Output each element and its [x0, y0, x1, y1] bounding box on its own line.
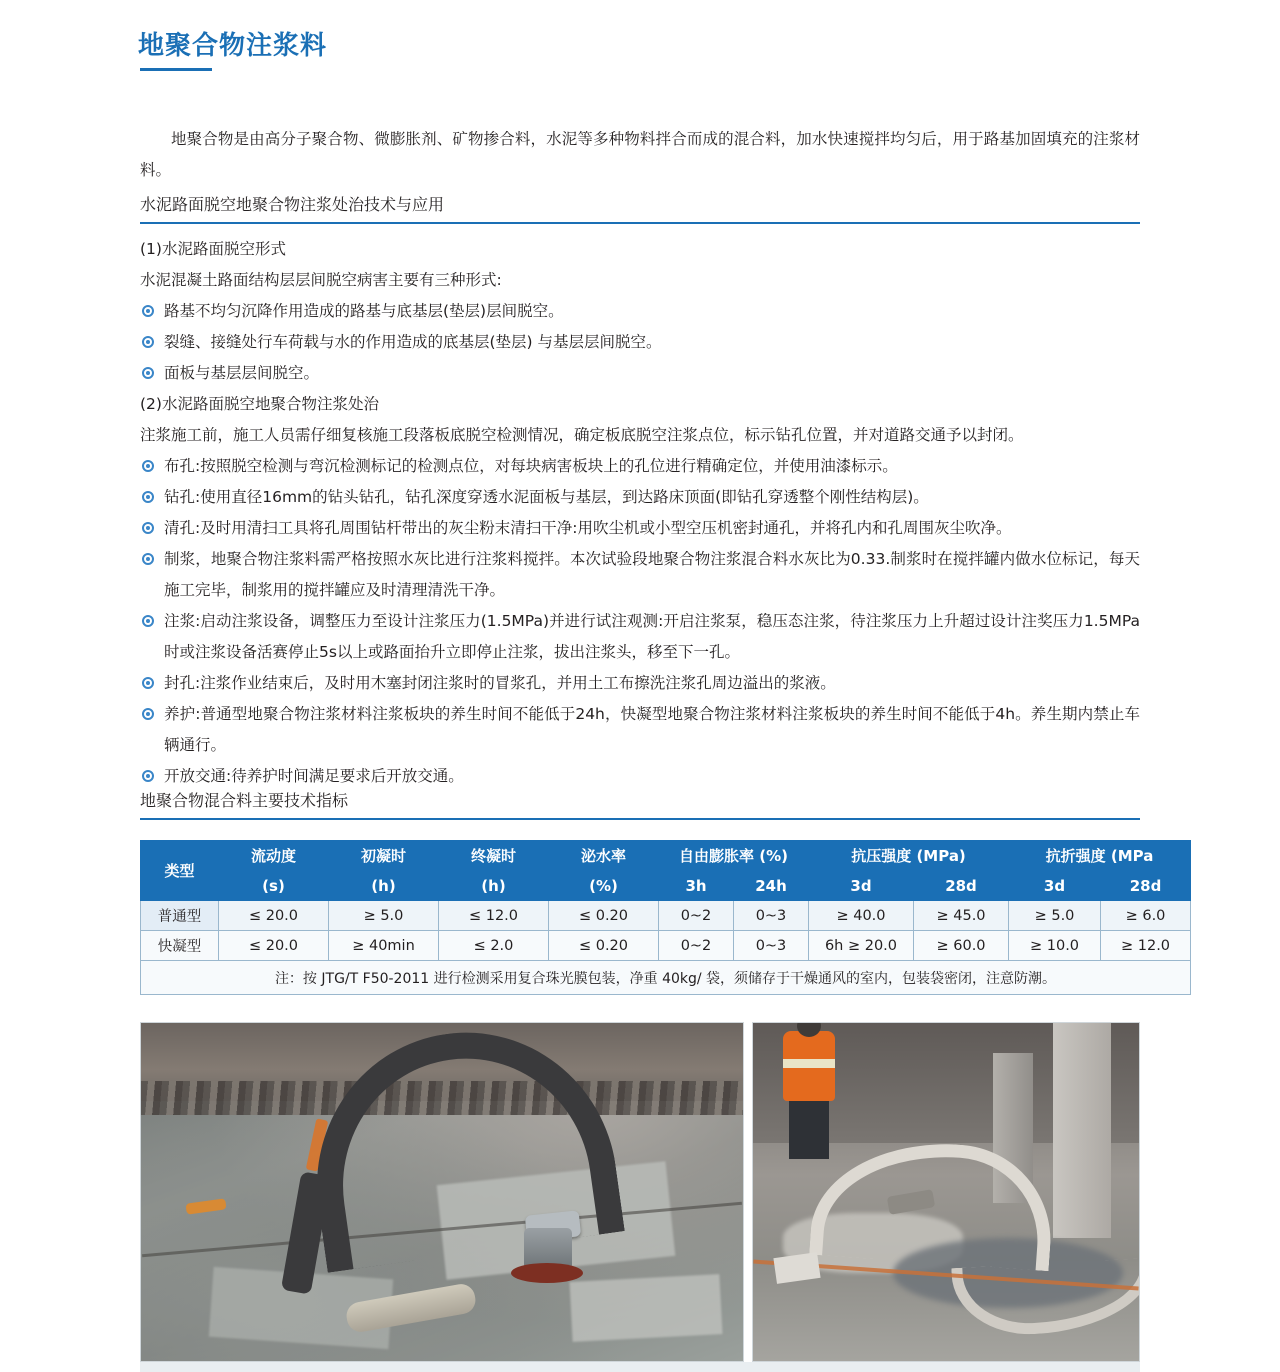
col-header-initial-set: 初凝时	[329, 841, 439, 871]
section1-body	[140, 234, 1140, 792]
bullet-dot-icon	[142, 336, 154, 348]
list-item	[140, 606, 1140, 668]
unit-bleed-rate: (%)	[549, 871, 659, 901]
photo2-worker-legs	[789, 1097, 829, 1159]
section2-heading-label: 地聚合物混合料主要技术指标	[140, 791, 349, 810]
bullet-dot-icon	[142, 522, 154, 534]
bullet-dot-icon	[142, 553, 154, 565]
bullet-dot-icon	[142, 367, 154, 379]
list-item-text: 布孔:按照脱空检测与弯沉检测标记的检测点位，对每块病害板块上的孔位进行精确定位，并使用油漆标示。	[164, 457, 898, 475]
cell-expansion-24h: 0~3	[734, 901, 809, 931]
list-item	[140, 544, 1140, 606]
list-item	[140, 513, 1140, 544]
list-item-text: 路基不均匀沉降作用造成的路基与底基层(垫层)层间脱空。	[164, 302, 564, 320]
col-header-flow: 流动度	[219, 841, 329, 871]
cell-bleed-rate: ≤ 0.20	[549, 901, 659, 931]
bullet-dot-icon	[142, 305, 154, 317]
cell-flex-3d: ≥ 5.0	[1009, 901, 1101, 931]
row-type-label: 普通型	[141, 901, 219, 931]
col-header-compressive-strength: 抗压强度 (MPa)	[809, 841, 1009, 871]
table-note-row	[141, 961, 1191, 995]
cell-final-set: ≤ 2.0	[439, 931, 549, 961]
cell-comp-3d: ≥ 40.0	[809, 901, 914, 931]
cell-comp-28d: ≥ 60.0	[914, 931, 1009, 961]
cell-initial-set: ≥ 5.0	[329, 901, 439, 931]
list-item	[140, 482, 1140, 513]
list-item-text: 注浆:启动注浆设备，调整压力至设计注浆压力(1.5MPa)并进行试注观测:开启注浆泵，稳压态注浆，待注浆压力上升超过设计注奖压力1.5MPa时或注浆设备活赛停止5s以上或路面抬升立即停止注浆，拔出注浆头，移至下一孔。	[164, 612, 1140, 661]
section2-heading-banner	[140, 788, 1140, 820]
spec-table-wrapper	[140, 840, 1171, 995]
table-header-row-2	[141, 871, 1191, 901]
cell-flex-28d: ≥ 6.0	[1101, 901, 1191, 931]
photo1-grouting-base	[511, 1263, 583, 1283]
list-item-text: 裂缝、接缝处行车荷载与水的作用造成的底基层(垫层) 与基层层间脱空。	[164, 333, 662, 351]
cell-flex-28d: ≥ 12.0	[1101, 931, 1191, 961]
unit-final-set: (h)	[439, 871, 549, 901]
list-item-text: 制浆，地聚合物注浆料需严格按照水灰比进行注浆料搅拌。本次试验段地聚合物注浆混合料水灰比为0.33.制浆时在搅拌罐内做水位标记，每天施工完毕，制浆用的搅拌罐应及时清理清洗干净。	[164, 550, 1140, 599]
list-item-text: 清孔:及时用清扫工具将孔周围钻杆带出的灰尘粉末清扫干净:用吹尘机或小型空压机密封通孔，并将孔内和孔周围灰尘吹净。	[164, 519, 1012, 537]
unit-flow: (s)	[219, 871, 329, 901]
col-header-bleed-rate: 泌水率	[549, 841, 659, 871]
section-tech-indicators	[140, 788, 1140, 820]
sub-header-flex-28d: 28d	[1101, 871, 1191, 901]
sub-header-expansion-24h: 24h	[734, 871, 809, 901]
list-item	[140, 451, 1140, 482]
list-item	[140, 327, 1140, 358]
photo1-patch	[570, 1274, 723, 1342]
sub-heading-1: (1)水泥路面脱空形式	[140, 240, 286, 258]
cell-comp-28d: ≥ 45.0	[914, 901, 1009, 931]
photo-gallery	[140, 1022, 1140, 1362]
photo2-column	[1053, 1023, 1111, 1238]
col-header-final-set: 终凝时	[439, 841, 549, 871]
list-item-text: 开放交通:待养护时间满足要求后开放交通。	[164, 767, 464, 785]
table-header-row-1	[141, 841, 1191, 871]
table-note: 注：按 JTG/T F50-2011 进行检测采用复合珠光膜包装，净重 40kg/ 袋，须储存于干燥通风的室内，包装袋密闭，注意防潮。	[141, 961, 1191, 995]
sub-header-comp-28d: 28d	[914, 871, 1009, 901]
bullet-dot-icon	[142, 708, 154, 720]
cell-flex-3d: ≥ 10.0	[1009, 931, 1101, 961]
sub-header-comp-3d: 3d	[809, 871, 914, 901]
sub2-lead: 注浆施工前，施工人员需仔细复核施工段落板底脱空检测情况，确定板底脱空注浆点位，标示钻孔位置，并对道路交通予以封闭。	[140, 426, 1024, 444]
unit-initial-set: (h)	[329, 871, 439, 901]
col-header-type: 类型	[141, 841, 219, 901]
cell-expansion-3h: 0~2	[659, 901, 734, 931]
col-header-free-expansion: 自由膨胀率 (%)	[659, 841, 809, 871]
list-item	[140, 296, 1140, 327]
cell-expansion-3h: 0~2	[659, 931, 734, 961]
list-item	[140, 668, 1140, 699]
table-row	[141, 901, 1191, 931]
cell-expansion-24h: 0~3	[734, 931, 809, 961]
section1-heading-banner	[140, 192, 1140, 224]
sub1-lead: 水泥混凝土路面结构层层间脱空病害主要有三种形式:	[140, 271, 502, 289]
spec-table	[140, 840, 1191, 995]
list-item-text: 面板与基层层间脱空。	[164, 364, 320, 382]
list-item	[140, 699, 1140, 761]
bullet-dot-icon	[142, 460, 154, 472]
bottom-partial-strip	[140, 1362, 1140, 1372]
list-item-text: 封孔:注浆作业结束后，及时用木塞封闭注浆时的冒浆孔，并用土工布擦洗注浆孔周边溢出的浆液。	[164, 674, 836, 692]
sub-header-flex-3d: 3d	[1009, 871, 1101, 901]
list-item-text: 钻孔:使用直径16mm的钻头钻孔，钻孔深度穿透水泥面板与基层，到达路床顶面(即钻孔穿透整个刚性结构层)。	[164, 488, 929, 506]
cell-bleed-rate: ≤ 0.20	[549, 931, 659, 961]
sub-header-expansion-3h: 3h	[659, 871, 734, 901]
cell-flow: ≤ 20.0	[219, 931, 329, 961]
cell-comp-3d: 6h ≥ 20.0	[809, 931, 914, 961]
section-construction-tech	[140, 192, 1140, 792]
bullet-dot-icon	[142, 491, 154, 503]
bullet-dot-icon	[142, 615, 154, 627]
section1-heading-label: 水泥路面脱空地聚合物注浆处治技术与应用	[140, 195, 445, 214]
photo-grouting-hose-on-pavement	[140, 1022, 744, 1362]
cell-flow: ≤ 20.0	[219, 901, 329, 931]
cell-final-set: ≤ 12.0	[439, 901, 549, 931]
bullet-dot-icon	[142, 770, 154, 782]
col-header-flexural-strength: 抗折强度 (MPa	[1009, 841, 1191, 871]
table-row	[141, 931, 1191, 961]
cell-initial-set: ≥ 40min	[329, 931, 439, 961]
bullet-dot-icon	[142, 677, 154, 689]
intro-paragraph: 地聚合物是由高分子聚合物、微膨胀剂、矿物掺合料，水泥等多种物料拌合而成的混合料，加水快速搅拌均匀后，用于路基加固填充的注浆材料。	[140, 129, 1140, 179]
photo-worker-grouting-site	[752, 1022, 1140, 1362]
row-type-label: 快凝型	[141, 931, 219, 961]
list-item	[140, 358, 1140, 389]
photo2-vest-stripe	[783, 1059, 835, 1068]
page-title: 地聚合物注浆料	[138, 31, 328, 62]
list-item-text: 养护:普通型地聚合物注浆材料注浆板块的养生时间不能低于24h，快凝型地聚合物注浆材料注浆板块的养生时间不能低于4h。养生期内禁止车辆通行。	[164, 705, 1140, 754]
sub-heading-2: (2)水泥路面脱空地聚合物注浆处治	[140, 395, 379, 413]
title-underline	[140, 68, 212, 71]
